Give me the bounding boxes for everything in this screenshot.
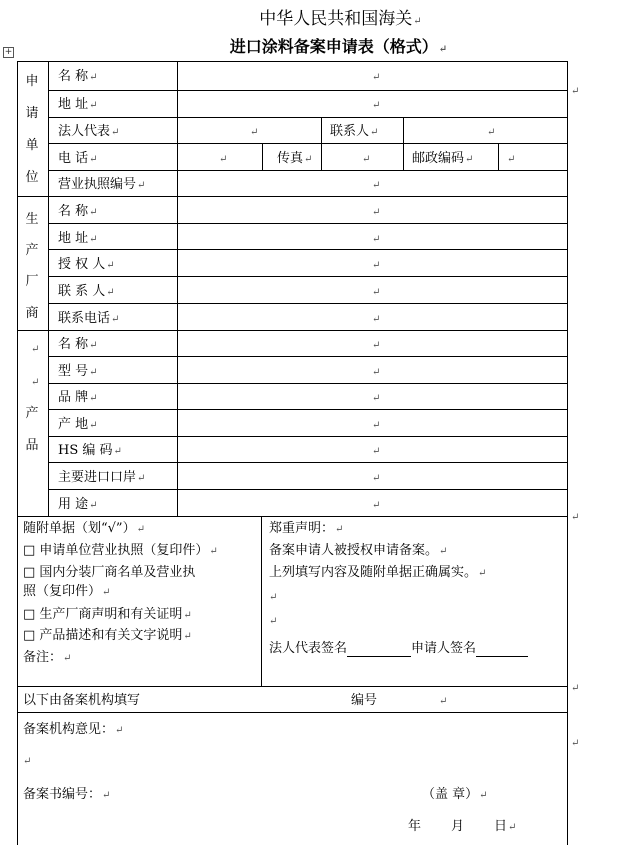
agency-cert-no-label: 备案书编号：↵ — [23, 787, 111, 802]
product-label-2: 品 — [25, 438, 39, 453]
row-line — [48, 303, 567, 304]
applicant-contact-value[interactable]: ↵ — [487, 127, 496, 138]
manufacturer-contact-label: 联 系 人↵ — [58, 284, 115, 299]
applicant-label-3: 单 — [25, 138, 39, 153]
manufacturer-phone-value[interactable]: ↵ — [372, 314, 381, 325]
legal-sign-field[interactable] — [347, 641, 411, 657]
title-form — [0, 34, 641, 57]
manufacturer-label-3: 厂 — [25, 274, 39, 289]
manufacturer-label-2: 产 — [25, 243, 39, 258]
manufacturer-contact-value[interactable]: ↵ — [372, 287, 381, 298]
return-mark: ↵ — [438, 44, 448, 55]
product-brand-label: 品 牌↵ — [58, 390, 98, 405]
legal-sign-label: 法人代表签名 — [269, 641, 348, 656]
applicant-label-2: 请 — [25, 106, 39, 121]
row-line — [48, 90, 567, 91]
signature-line — [269, 641, 528, 657]
product-hs-label: HS 编 码↵ — [58, 443, 122, 458]
product-port-value[interactable]: ↵ — [372, 473, 381, 484]
cell-divider — [262, 143, 263, 170]
declaration-line-1: 备案申请人被授权申请备案。↵ — [269, 543, 448, 558]
manufacturer-phone-label: 联系电话↵ — [58, 311, 120, 326]
manufacturer-label-4: 商 — [25, 306, 39, 321]
attachment-item-product-description[interactable]: □ 产品描述和有关文字说明↵ — [23, 628, 192, 643]
section-line — [17, 516, 567, 517]
table-border-right — [567, 61, 568, 845]
cell-divider — [498, 143, 499, 170]
row-end-mark: ↵ — [571, 738, 580, 749]
row-line — [48, 143, 567, 144]
row-line — [48, 356, 567, 357]
attachment-item-packers[interactable]: □ 国内分装厂商名单及营业执 — [23, 565, 196, 580]
row-line — [48, 117, 567, 118]
row-end-mark: ↵ — [571, 86, 580, 97]
product-name-value[interactable]: ↵ — [372, 340, 381, 351]
row-end-mark: ↵ — [571, 683, 580, 694]
cell-divider — [403, 143, 404, 170]
section-line — [17, 330, 567, 331]
applicant-license-value[interactable]: ↵ — [372, 180, 381, 191]
product-hs-value[interactable]: ↵ — [372, 446, 381, 457]
applicant-phone-value[interactable]: ↵ — [219, 154, 228, 165]
title-customs-text: 中华人民共和国海关 — [259, 9, 413, 29]
manufacturer-address-value[interactable]: ↵ — [372, 234, 381, 245]
applicant-sign-label: 申请人签名 — [411, 641, 477, 656]
applicant-postcode-value[interactable]: ↵ — [507, 154, 516, 165]
row-line — [48, 276, 567, 277]
table-border-top — [17, 61, 568, 62]
declaration-line-2: 上列填写内容及随附单据正确属实。↵ — [269, 565, 487, 580]
row-line — [48, 409, 567, 410]
return-mark: ↵ — [269, 592, 278, 603]
title-customs — [0, 4, 641, 29]
applicant-fax-label: 传真↵ — [277, 151, 313, 166]
attachment-item-manufacturer-statement[interactable]: □ 生产厂商声明和有关证明↵ — [23, 607, 192, 622]
agency-number-value[interactable]: ↵ — [439, 696, 448, 707]
manufacturer-address-label: 地 址↵ — [58, 231, 98, 246]
agency-seal: （盖 章）↵ — [422, 787, 488, 802]
applicant-name-label: 名 称↵ — [58, 69, 98, 84]
agency-number — [351, 693, 447, 709]
applicant-legal-rep-label: 法人代表↵ — [58, 124, 120, 139]
agency-opinion-label: 备案机构意见：↵ — [23, 722, 124, 737]
applicant-fax-value[interactable]: ↵ — [362, 154, 371, 165]
row-line — [48, 462, 567, 463]
product-label-1: 产 — [25, 406, 39, 421]
manufacturer-name-value[interactable]: ↵ — [372, 207, 381, 218]
label-divider — [177, 61, 178, 517]
applicant-postcode-label: 邮政编码↵ — [412, 151, 474, 166]
table-move-handle-icon[interactable]: + — [4, 47, 13, 57]
row-line — [48, 436, 567, 437]
product-model-label: 型 号↵ — [58, 364, 98, 379]
return-mark: ↵ — [269, 616, 278, 627]
section-line — [17, 712, 567, 713]
product-model-value[interactable]: ↵ — [372, 367, 381, 378]
attachment-item-license[interactable]: □ 申请单位营业执照（复印件）↵ — [23, 543, 218, 558]
row-line — [48, 223, 567, 224]
row-end-mark: ↵ — [571, 512, 580, 523]
date-month: 月 — [451, 819, 465, 834]
row-line — [48, 170, 567, 171]
attachments-divider — [261, 516, 262, 687]
cell-divider — [403, 117, 404, 143]
applicant-phone-label: 电 话↵ — [58, 151, 98, 166]
product-port-label: 主要进口口岸↵ — [58, 470, 146, 485]
product-usage-label: 用 途↵ — [58, 497, 98, 512]
return-mark: ↵ — [31, 377, 40, 388]
section-line — [17, 686, 567, 687]
date-year: 年 — [408, 819, 422, 834]
manufacturer-label-1: 生 — [25, 212, 39, 227]
table-border-left — [17, 61, 18, 845]
product-brand-value[interactable]: ↵ — [372, 393, 381, 404]
product-name-label: 名 称↵ — [58, 337, 98, 352]
manufacturer-authorized-label: 授 权 人↵ — [58, 257, 115, 272]
declaration-heading: 郑重声明：↵ — [269, 521, 344, 536]
manufacturer-name-label: 名 称↵ — [58, 204, 98, 219]
applicant-address-value[interactable]: ↵ — [372, 100, 381, 111]
row-line — [48, 249, 567, 250]
product-origin-value[interactable]: ↵ — [372, 420, 381, 431]
row-line — [48, 383, 567, 384]
section-line — [17, 196, 567, 197]
attachment-item-packers-cont: 照（复印件）↵ — [23, 584, 111, 599]
agency-number-label: 编号 — [351, 693, 378, 708]
return-mark: ↵ — [413, 16, 422, 27]
applicant-legal-rep-value[interactable]: ↵ — [250, 127, 259, 138]
agency-date: 年 月 日↵ — [408, 819, 517, 834]
attachments-heading: 随附单据（划“√”）↵ — [23, 521, 145, 536]
applicant-label-4: 位 — [25, 170, 39, 185]
product-usage-value[interactable]: ↵ — [372, 500, 381, 511]
return-mark: ↵ — [31, 344, 40, 355]
remark-label: 备注：↵ — [23, 650, 72, 665]
applicant-license-label: 营业执照编号↵ — [58, 177, 146, 192]
cell-divider — [321, 143, 322, 170]
category-divider — [48, 61, 49, 517]
product-origin-label: 产 地↵ — [58, 417, 98, 432]
cell-divider — [321, 117, 322, 143]
applicant-address-label: 地 址↵ — [58, 97, 98, 112]
applicant-name-value[interactable]: ↵ — [372, 72, 381, 83]
manufacturer-authorized-value[interactable]: ↵ — [372, 260, 381, 271]
date-day: 日 — [494, 819, 508, 834]
applicant-label-1: 申 — [25, 74, 39, 89]
agency-opinion-value[interactable]: ↵ — [23, 756, 32, 767]
title-form-text: 进口涂料备案申请表（格式） — [229, 37, 438, 56]
row-line — [48, 489, 567, 490]
agency-fill-note: 以下由备案机构填写 — [23, 693, 141, 708]
applicant-sign-field[interactable] — [476, 641, 528, 657]
applicant-contact-label: 联系人↵ — [330, 124, 379, 139]
